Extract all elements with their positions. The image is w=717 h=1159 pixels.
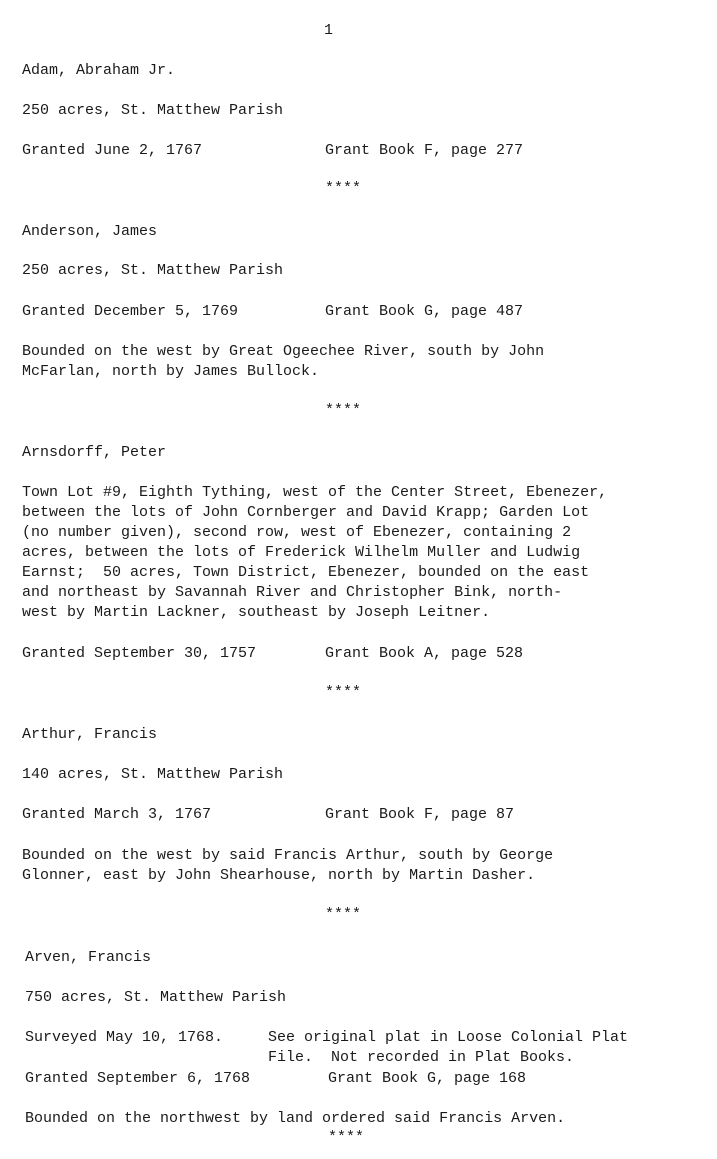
entry-grant-book: Grant Book G, page 487 bbox=[325, 303, 524, 320]
entry-land: 750 acres, St. Matthew Parish bbox=[25, 989, 287, 1006]
page-number: 1 bbox=[324, 22, 334, 39]
entry-bounded-line: Bounded on the west by said Francis Arthur, south by George bbox=[22, 847, 554, 864]
entry-surveyed: Surveyed May 10, 1768. bbox=[25, 1029, 224, 1046]
entry-description-line: between the lots of John Cornberger and David Krapp; Garden Lot bbox=[22, 504, 590, 521]
entry-bounded-line: Glonner, east by John Shearhouse, north by Martin Dasher. bbox=[22, 867, 536, 884]
entry-land: 250 acres, St. Matthew Parish bbox=[22, 262, 284, 279]
entry-description-line: Earnst; 50 acres, Town District, Ebenezer, bounded on the east bbox=[22, 564, 590, 581]
entry-granted: Granted September 6, 1768 bbox=[25, 1070, 251, 1087]
entry-description-line: and northeast by Savannah River and Christopher Bink, north- bbox=[22, 584, 563, 601]
entry-name: Arnsdorff, Peter bbox=[22, 444, 167, 461]
separator: **** bbox=[325, 906, 362, 923]
entry-granted: Granted June 2, 1767 bbox=[22, 142, 203, 159]
entry-granted: Granted March 3, 1767 bbox=[22, 806, 212, 823]
entry-survey-note-line: File. Not recorded in Plat Books. bbox=[268, 1049, 575, 1066]
entry-description-line: acres, between the lots of Frederick Wilhelm Muller and Ludwig bbox=[22, 544, 581, 561]
entry-granted: Granted December 5, 1769 bbox=[22, 303, 239, 320]
separator: **** bbox=[325, 684, 362, 701]
entry-survey-note-line: See original plat in Loose Colonial Plat bbox=[268, 1029, 629, 1046]
entry-bounded-line: Bounded on the northwest by land ordered said Francis Arven. bbox=[25, 1110, 566, 1127]
entry-name: Adam, Abraham Jr. bbox=[22, 62, 176, 79]
entry-grant-book: Grant Book A, page 528 bbox=[325, 645, 524, 662]
entry-land: 250 acres, St. Matthew Parish bbox=[22, 102, 284, 119]
entry-bounded-line: Bounded on the west by Great Ogeechee River, south by John bbox=[22, 343, 545, 360]
entry-grant-book: Grant Book F, page 87 bbox=[325, 806, 515, 823]
entry-land: 140 acres, St. Matthew Parish bbox=[22, 766, 284, 783]
entry-grant-book: Grant Book G, page 168 bbox=[328, 1070, 527, 1087]
entry-name: Arven, Francis bbox=[25, 949, 152, 966]
entry-grant-book: Grant Book F, page 277 bbox=[325, 142, 524, 159]
entry-description-line: west by Martin Lackner, southeast by Joseph Leitner. bbox=[22, 604, 491, 621]
entry-name: Arthur, Francis bbox=[22, 726, 158, 743]
entry-description-line: (no number given), second row, west of Ebenezer, containing 2 bbox=[22, 524, 572, 541]
separator: **** bbox=[325, 402, 362, 419]
entry-bounded-line: McFarlan, north by James Bullock. bbox=[22, 363, 320, 380]
entry-name: Anderson, James bbox=[22, 223, 158, 240]
entry-granted: Granted September 30, 1757 bbox=[22, 645, 257, 662]
entry-description-line: Town Lot #9, Eighth Tything, west of the Center Street, Ebenezer, bbox=[22, 484, 608, 501]
separator: **** bbox=[325, 180, 362, 197]
separator: **** bbox=[328, 1129, 365, 1146]
